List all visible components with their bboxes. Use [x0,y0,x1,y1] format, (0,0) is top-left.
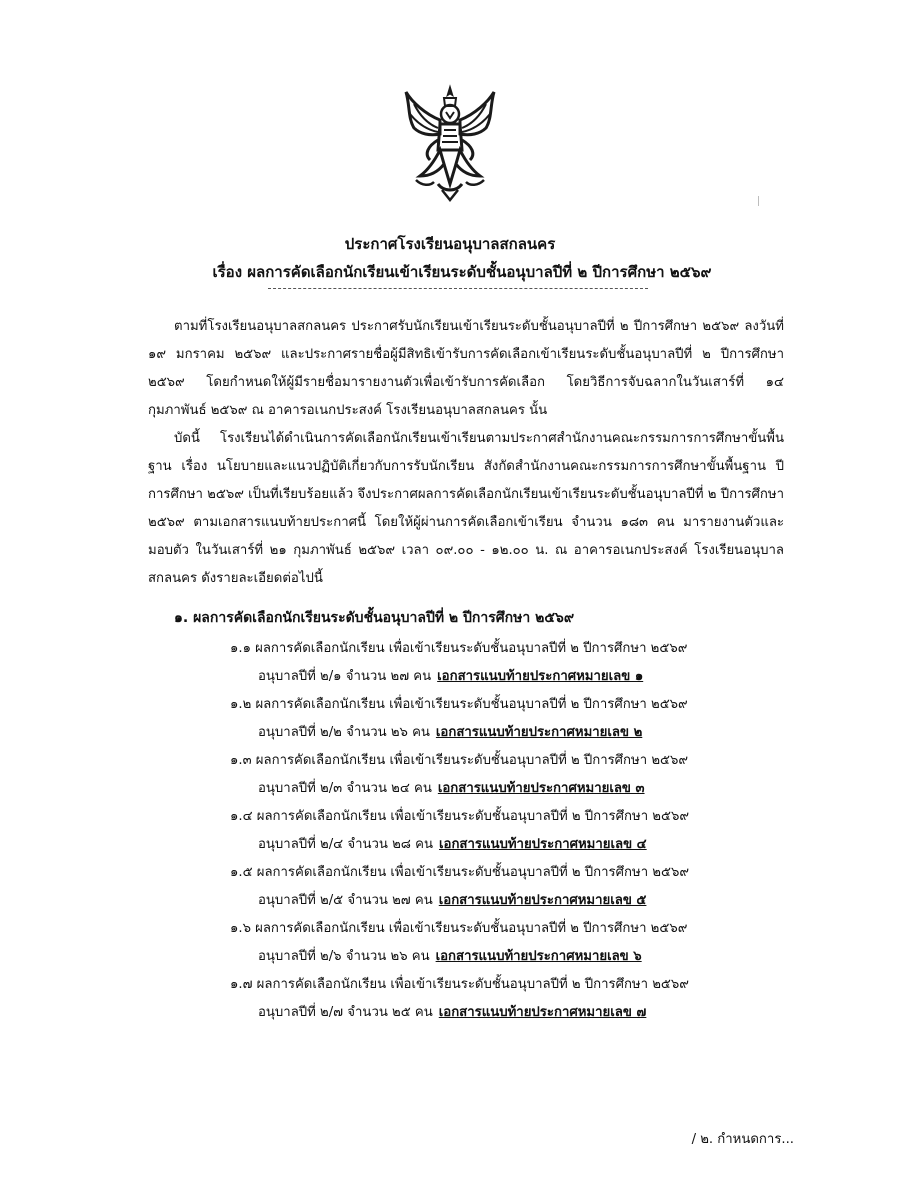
item-class-count: อนุบาลปีที่ ๒/๖ จำนวน ๒๖ คน [258,949,430,964]
attachment-reference: เอกสารแนบท้ายประกาศหมายเลข ๔ [439,837,647,852]
list-item [230,803,689,859]
list-item [230,635,687,691]
item-class-count: อนุบาลปีที่ ๒/๕ จำนวน ๒๗ คน [258,893,433,908]
section-heading: ๑. ผลการคัดเลือกนักเรียนระดับชั้นอนุบาลปีที่ ๒ ปีการศึกษา ๒๕๖๙ [174,610,575,626]
announcement-subject: เรื่อง ผลการคัดเลือกนักเรียนเข้าเรียนระดับชั้นอนุบาลปีที่ ๒ ปีการศึกษา ๒๕๖๙ [212,263,712,281]
body-paragraph-2: บัดนี้ โรงเรียนได้ดำเนินการคัดเลือกนักเรียนเข้าเรียนตามประกาศสำนักงานคณะกรรมการการศึกษาขั้นพื้นฐาน เรื่อง นโยบายและแนวปฏิบัติเกี่ยวกับการรับนักเรียน สังกัดสำนักงานคณะกรรมการการศึกษาขั้นพื้นฐาน ปีการศึกษา ๒๕๖๙ เป็นที่เรียบร้อยแล้ว จึงประกาศผลการคัดเลือกนักเรียนเข้าเรียนระดับชั้นอนุบาลปีที่ ๒ ปีการศึกษา ๒๕๖๙ ตามเอกสารแนบท้ายประกาศนี้ โดยให้ผู้ผ่านการคัดเลือกเข้าเรียน จำนวน ๑๘๓ คน มารายงานตัวและมอบตัว ในวันเสาร์ที่ ๒๑ กุมภาพันธ์ ๒๕๖๙ เวลา ๐๙.๐๐ - ๑๒.๐๐ น. ณ อาคารอเนกประสงค์ โรงเรียนอนุบาลสกลนคร ดังรายละเอียดต่อไปนี้ [148,431,784,586]
attachment-reference: เอกสารแนบท้ายประกาศหมายเลข ๗ [438,1005,647,1020]
item-description: ๑.๔ ผลการคัดเลือกนักเรียน เพื่อเข้าเรียนระดับชั้นอนุบาลปีที่ ๒ ปีการศึกษา ๒๕๖๙ [230,809,689,824]
announcement-title: ประกาศโรงเรียนอนุบาลสกลนคร [344,235,556,253]
attachment-reference: เอกสารแนบท้ายประกาศหมายเลข ๕ [438,893,647,908]
item-class-line [230,719,688,747]
separator-line [268,288,648,289]
item-description: ๑.๗ ผลการคัดเลือกนักเรียน เพื่อเข้าเรียนระดับชั้นอนุบาลปีที่ ๒ ปีการศึกษา ๒๕๖๙ [230,977,689,992]
item-description: ๑.๕ ผลการคัดเลือกนักเรียน เพื่อเข้าเรียนระดับชั้นอนุบาลปีที่ ๒ ปีการศึกษา ๒๕๖๙ [230,865,689,880]
item-class-line [230,943,687,971]
list-item [230,691,688,747]
continuation-note: / ๒. กำหนดการ... [691,1132,794,1147]
item-description: ๑.๖ ผลการคัดเลือกนักเรียน เพื่อเข้าเรียนระดับชั้นอนุบาลปีที่ ๒ ปีการศึกษา ๒๕๖๙ [230,921,688,936]
garuda-emblem-icon [400,84,500,202]
item-class-count: อนุบาลปีที่ ๒/๓ จำนวน ๒๔ คน [258,781,432,796]
item-class-line [230,663,687,691]
list-item [230,859,689,915]
list-item [230,747,688,803]
scan-speck [758,196,759,206]
item-class-count: อนุบาลปีที่ ๒/๑ จำนวน ๒๗ คน [258,669,432,684]
item-class-count: อนุบาลปีที่ ๒/๔ จำนวน ๒๘ คน [258,837,434,852]
item-class-line [230,887,689,915]
item-class-line [230,831,689,859]
item-description: ๑.๓ ผลการคัดเลือกนักเรียน เพื่อเข้าเรียนระดับชั้นอนุบาลปีที่ ๒ ปีการศึกษา ๒๕๖๙ [230,753,689,768]
list-item [230,915,687,971]
body-paragraph-1: ตามที่โรงเรียนอนุบาลสกลนคร ประกาศรับนักเรียนเข้าเรียนระดับชั้นอนุบาลปีที่ ๒ ปีการศึกษา ๒๕๖๙ ลงวันที่ ๑๙ มกราคม ๒๕๖๙ และประกาศรายชื่อผู้มีสิทธิเข้ารับการคัดเลือกเข้าเรียนระดับชั้นอนุบาลปีที่ ๒ ปีการศึกษา ๒๕๖๙ โดยกำหนดให้ผู้มีรายชื่อมารายงานตัวเพื่อเข้ารับการคัดเลือก โดยวิธีการจับฉลากในวันเสาร์ที่ ๑๔ กุมภาพันธ์ ๒๕๖๙ ณ อาคารอเนกประสงค์ โรงเรียนอนุบาลสกลนคร นั้น [148,319,784,418]
attachment-reference: เอกสารแนบท้ายประกาศหมายเลข ๖ [435,949,642,964]
attachment-reference: เอกสารแนบท้ายประกาศหมายเลข ๒ [435,725,643,740]
item-class-count: อนุบาลปีที่ ๒/๗ จำนวน ๒๕ คน [258,1005,433,1020]
attachment-reference: เอกสารแนบท้ายประกาศหมายเลข ๑ [437,669,644,684]
item-description: ๑.๑ ผลการคัดเลือกนักเรียน เพื่อเข้าเรียนระดับชั้นอนุบาลปีที่ ๒ ปีการศึกษา ๒๕๖๙ [230,641,688,656]
item-class-count: อนุบาลปีที่ ๒/๒ จำนวน ๒๖ คน [258,725,430,740]
item-class-line [230,775,688,803]
item-description: ๑.๒ ผลการคัดเลือกนักเรียน เพื่อเข้าเรียนระดับชั้นอนุบาลปีที่ ๒ ปีการศึกษา ๒๕๖๙ [230,697,688,712]
list-item [230,971,689,1027]
item-class-line [230,999,689,1027]
attachment-reference: เอกสารแนบท้ายประกาศหมายเลข ๓ [437,781,645,796]
